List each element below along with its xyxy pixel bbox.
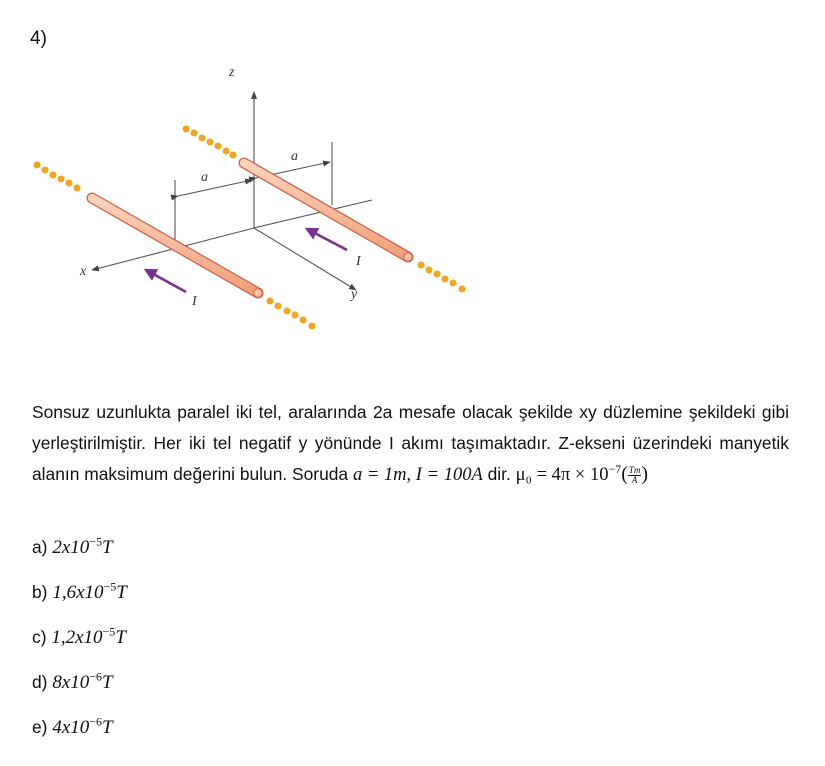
current-arrow-back bbox=[307, 229, 347, 250]
back-wire-dots-left bbox=[183, 126, 237, 159]
label-x: x bbox=[80, 264, 87, 279]
front-wire-dots-left bbox=[34, 162, 81, 192]
label-current-back: I bbox=[356, 254, 361, 269]
option-a[interactable]: a) $2x10^{-5}T$ bbox=[32, 534, 113, 558]
label-z: z bbox=[229, 65, 235, 80]
label-a-right: a bbox=[291, 149, 298, 164]
wire-diagram bbox=[0, 50, 520, 350]
front-wire-dots-right bbox=[267, 298, 316, 330]
mu0-formula: $\mu_0 = 4\pi \times 10^{-7}$( $\frac{Tm}{A}$ ) bbox=[515, 461, 649, 486]
given-a: a = 1m bbox=[352, 465, 407, 485]
question-text: Sonsuz uzunlukta paralel iki tel, aralarında 2a mesafe olacak şekilde xy düzlemine şekildeki gibi yerleştirilmiştir. Her iki tel negatif y yönünde I akımı taşımaktadır. Z-ekseni üzerindeki manyetik alanın maksimum değerini bulun. Soruda a = 1m, I = 100A dir. $\mu_0 = 4\pi \times 10^{-7}$( $\frac{Tm}{A}$ ) bbox=[32, 402, 789, 486]
label-y: y bbox=[351, 287, 358, 302]
question-body: Sonsuz uzunlukta paralel iki tel, aralarında 2a mesafe olacak şekilde xy düzlemine şekildeki gibi yerleştirilmiştir. Her iki tel negatif y yönünde I akımı taşımaktadır. Z-ekseni üzerindeki manyetik alanın maksimum değerini bulun. Soruda bbox=[32, 402, 789, 484]
label-a-left: a bbox=[201, 170, 208, 185]
option-c[interactable]: c) $1,2x10^{-5}T$ bbox=[32, 624, 126, 648]
question-number: 4) bbox=[30, 28, 47, 49]
option-b[interactable]: b) $1,6x10^{-5}T$ bbox=[32, 579, 127, 603]
option-d[interactable]: d) $8x10^{-6}T$ bbox=[32, 669, 113, 693]
given-current: I = 100A bbox=[415, 465, 483, 485]
back-wire-dots-right bbox=[418, 262, 466, 293]
axes bbox=[92, 92, 372, 290]
unit-fraction: $\frac{Tm}{A}$ bbox=[628, 465, 641, 486]
y-axis bbox=[254, 228, 356, 290]
current-arrow-front bbox=[146, 270, 186, 292]
option-e[interactable]: e) $4x10^{-6}T$ bbox=[32, 714, 113, 738]
label-current-front: I bbox=[192, 294, 197, 309]
dim-a-left bbox=[178, 180, 252, 196]
